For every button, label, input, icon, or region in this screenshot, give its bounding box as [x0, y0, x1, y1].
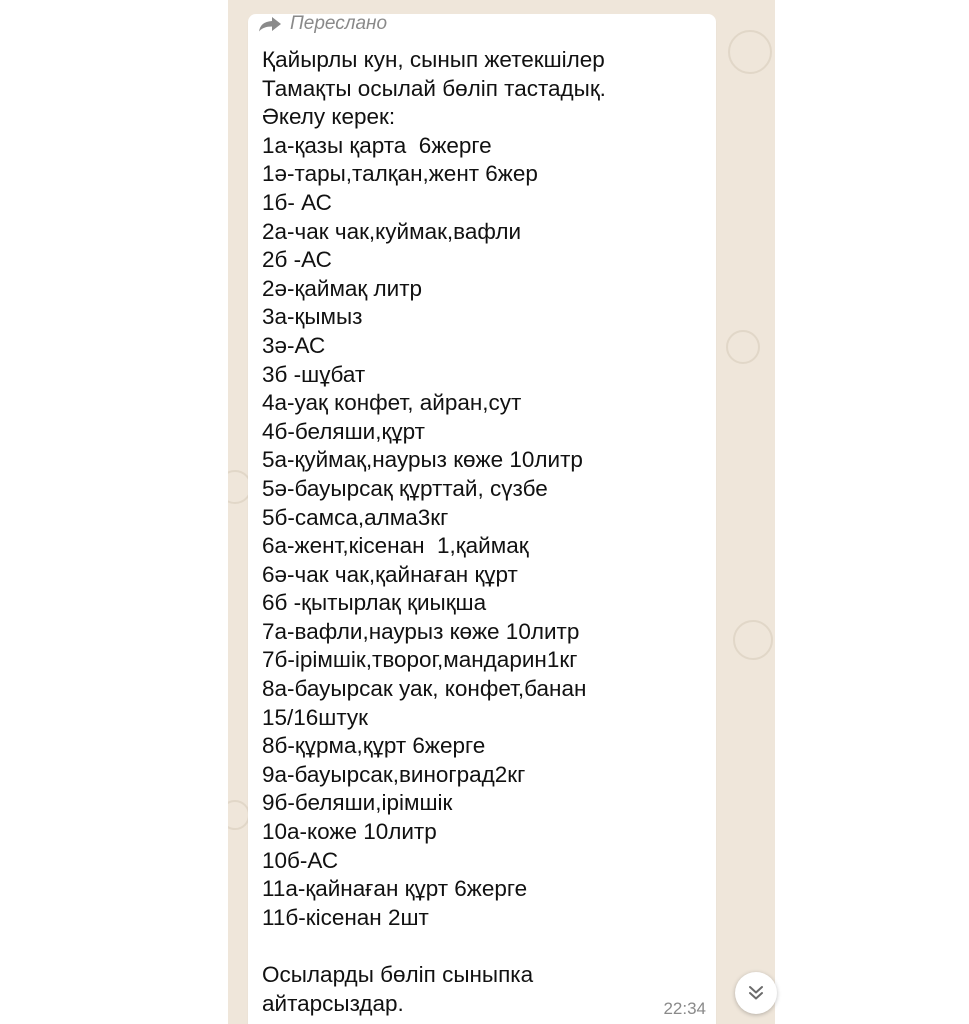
message-line: 2ә-қаймақ литр	[262, 275, 423, 301]
message-line: 11б-кісенан 2шт	[262, 904, 429, 930]
forwarded-header	[258, 14, 387, 34]
forwarded-label: Переслано	[290, 13, 388, 34]
message-line: 7а-вафли,наурыз көже 10литр	[262, 618, 580, 644]
message-line: 5а-қуймақ,наурыз көже 10литр	[262, 447, 583, 473]
message-line: 11а-қайнаған құрт 6жерге	[262, 876, 528, 902]
message-line: 1ә-тары,талқан,жент 6жер	[262, 161, 538, 187]
message-line: айтарсыздар.	[262, 990, 404, 1016]
message-line: 2б -АС	[262, 247, 332, 273]
background-doodle	[733, 620, 773, 660]
message-line: 15/16штук	[262, 704, 369, 730]
message-line: Тамақты осылай бөліп тастадық.	[262, 75, 606, 101]
message-bubble[interactable]	[248, 14, 716, 1024]
background-doodle	[726, 330, 760, 364]
message-line: 6а-жент,кісенан 1,қаймақ	[262, 533, 529, 559]
message-line: Қайырлы кун, сынып жетекшілер	[262, 47, 605, 72]
message-line: 6ә-чак чак,қайнаған құрт	[262, 561, 518, 587]
message-time: 22:34	[663, 999, 706, 1018]
message-line: 4а-уақ конфет, айран,сут	[262, 390, 522, 416]
message-line: 1а-қазы қарта 6жерге	[262, 132, 492, 158]
message-line: 7б-ірімшік,творог,мандарин1кг	[262, 647, 578, 673]
message-line: 3б -шұбат	[262, 361, 366, 387]
scroll-to-bottom-button[interactable]	[735, 972, 777, 1014]
double-chevron-down-icon	[746, 983, 766, 1003]
forward-arrow-icon	[258, 16, 282, 32]
message-line: 10а-коже 10литр	[262, 819, 437, 845]
message-line: 9а-бауырсак,виноград2кг	[262, 761, 526, 787]
message-line: 2а-чак чак,куймак,вафли	[262, 218, 522, 244]
background-doodle	[228, 800, 250, 830]
message-line: Осыларды бөліп сыныпка	[262, 962, 534, 987]
message-line: 5б-самса,алма3кг	[262, 504, 449, 530]
message-line: 3а-қымыз	[262, 304, 363, 330]
message-text	[262, 46, 712, 1018]
message-line: 4б-беляши,құрт	[262, 418, 425, 444]
message-line: 8а-бауырсак уак, конфет,банан	[262, 676, 587, 702]
message-line: 6б -қытырлақ қиықша	[262, 590, 487, 616]
message-line: 8б-құрма,құрт 6жерге	[262, 733, 486, 759]
background-doodle	[728, 30, 772, 74]
message-line: 3ә-АС	[262, 332, 326, 358]
message-line: 10б-АС	[262, 847, 339, 873]
message-line	[262, 932, 712, 961]
message-line: 9б-беляши,ірімшік	[262, 790, 453, 816]
message-line: 1б- АС	[262, 189, 332, 215]
message-line: Әкелу керек:	[262, 104, 396, 130]
message-line: 5ә-бауырсақ құрттай, сүзбе	[262, 475, 548, 501]
